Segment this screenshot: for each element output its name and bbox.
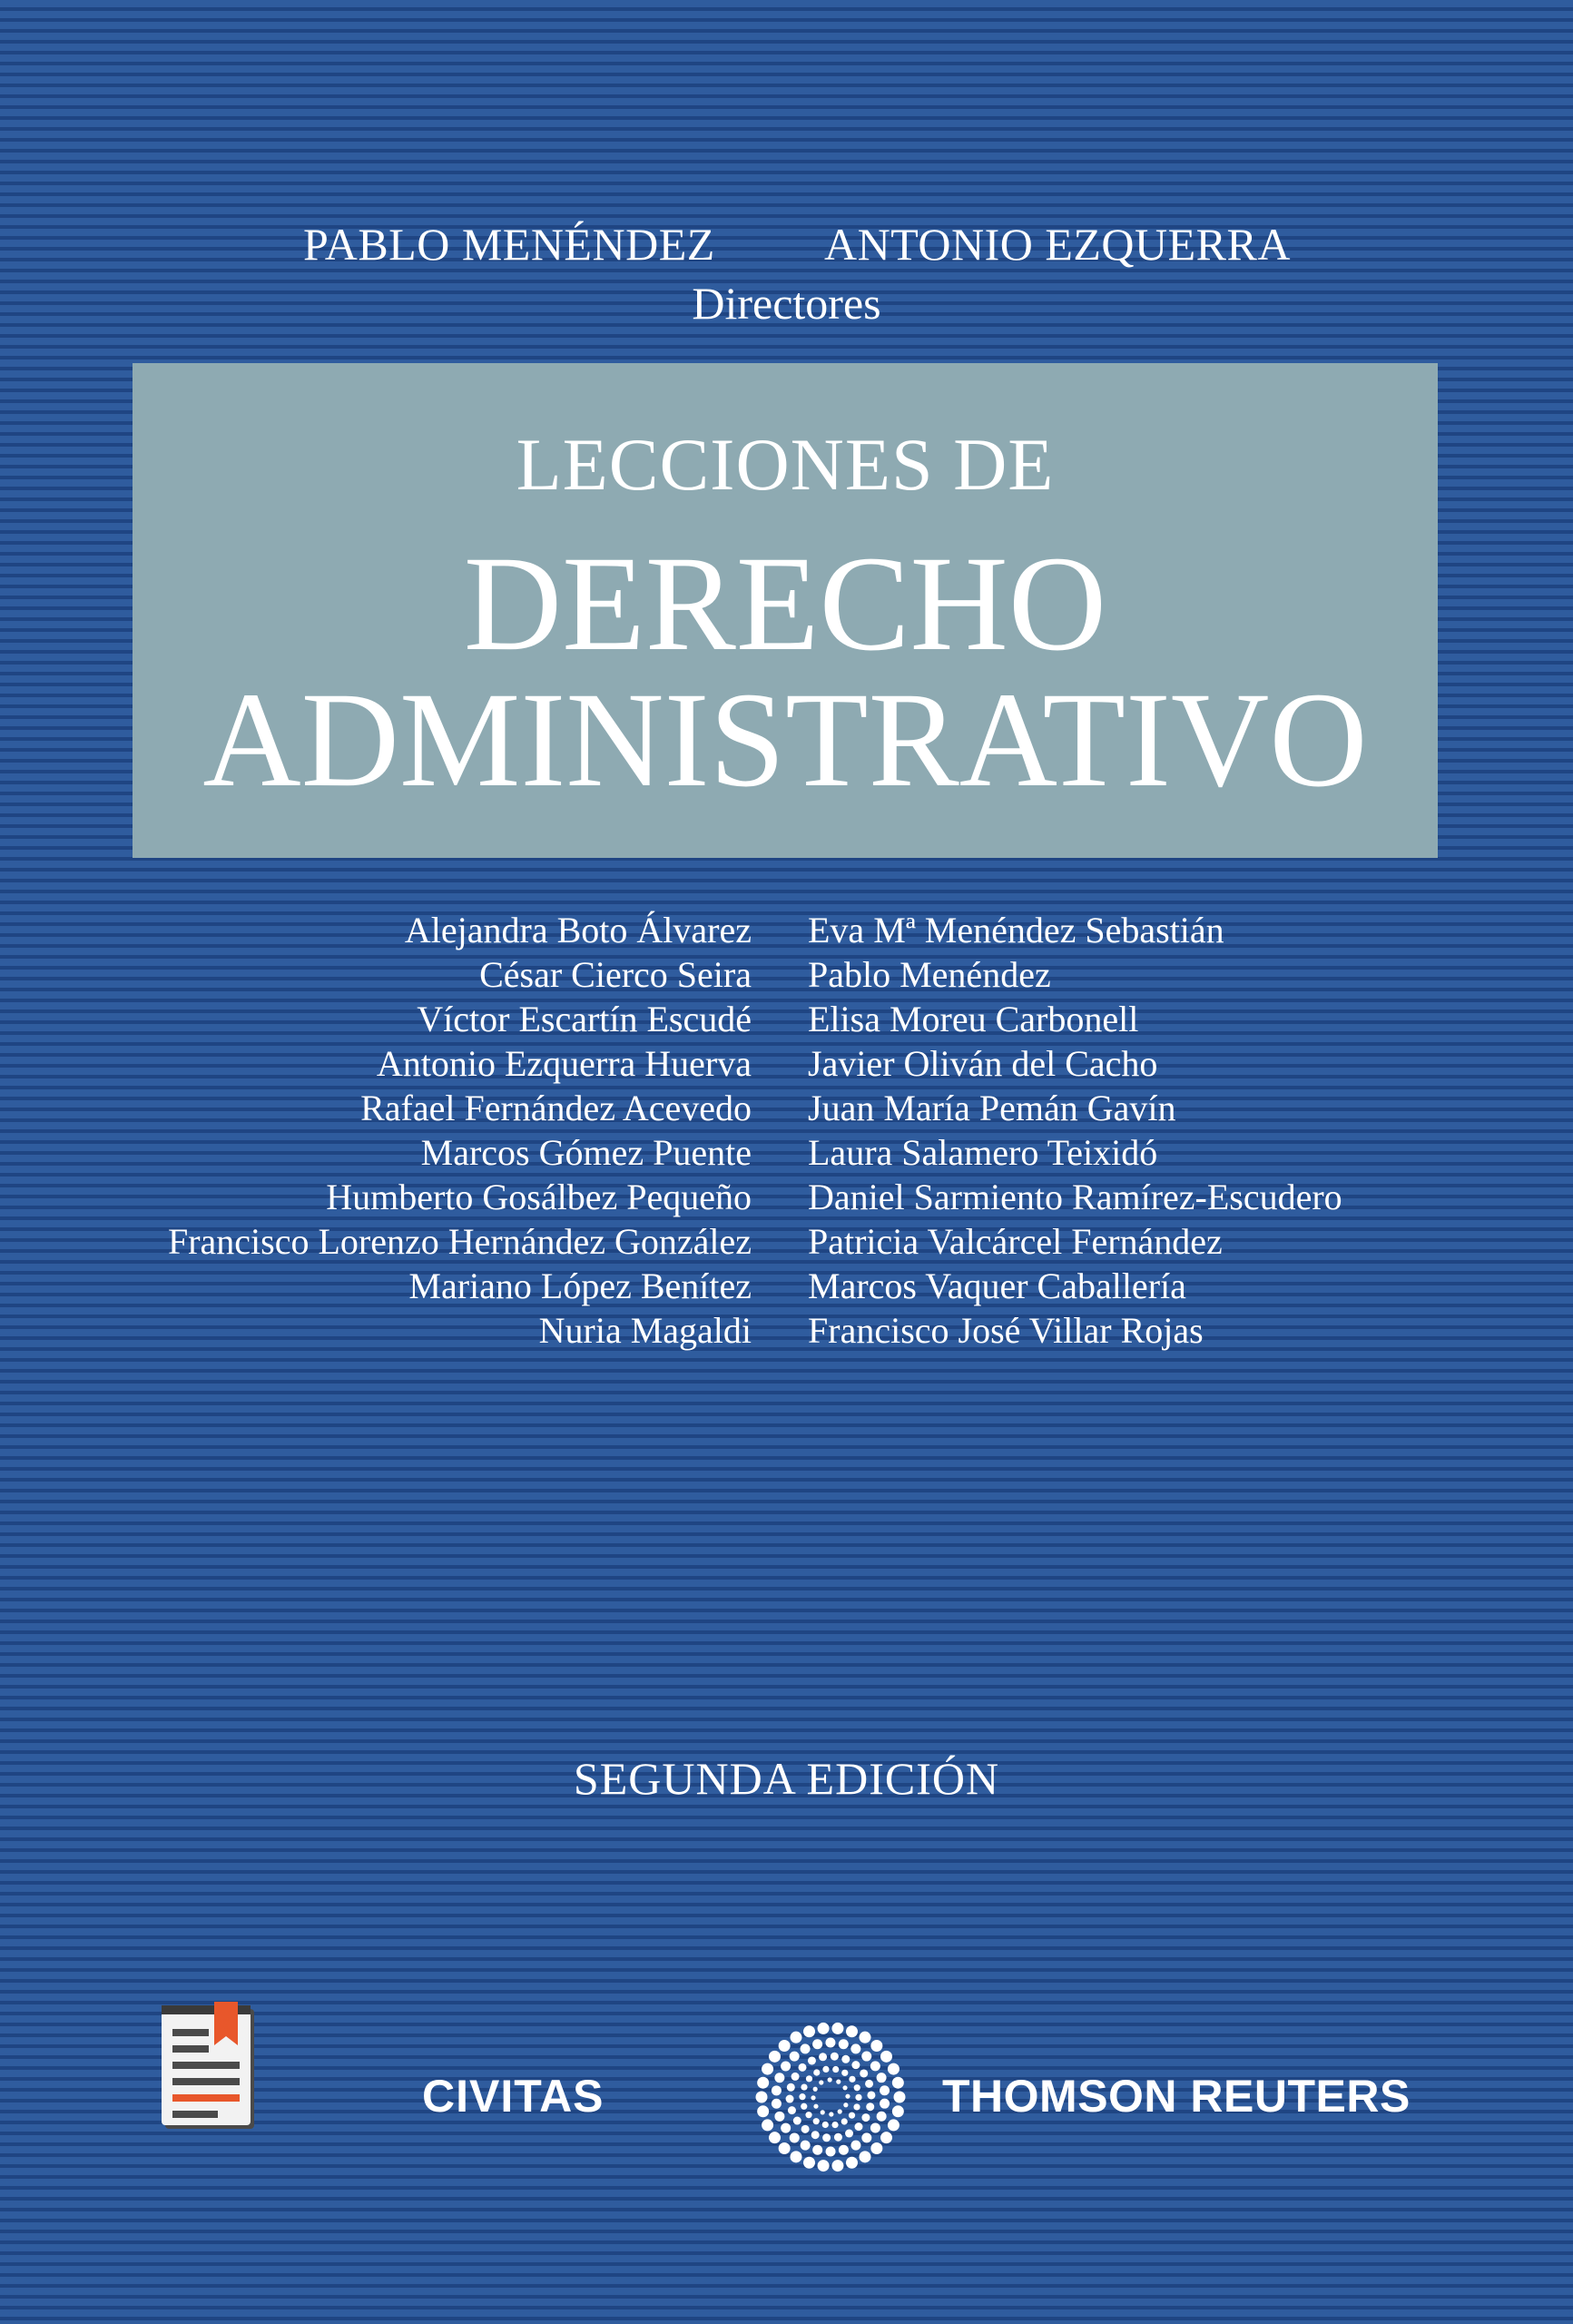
ebook-icon (162, 2002, 258, 2131)
logo-dot (818, 2023, 830, 2034)
logo-dot (836, 2080, 841, 2084)
logo-dot (819, 2053, 827, 2061)
director-name: ANTONIO EZQUERRA (824, 219, 1291, 270)
logo-dot (757, 2105, 769, 2117)
edition-label: SEGUNDA EDICIÓN (573, 1753, 1000, 1804)
directors-label: Directores (692, 278, 881, 329)
logo-dot (849, 2112, 855, 2119)
logo-dot (762, 2063, 773, 2075)
logo-dot (757, 2077, 769, 2089)
logo-dot (774, 2112, 784, 2122)
logo-dot (799, 2063, 807, 2072)
author-name: Mariano López Benítez (408, 1265, 752, 1306)
author-name: Laura Salamero Teixidó (808, 1132, 1158, 1173)
logo-dot (831, 2053, 839, 2061)
author-name: Javier Oliván del Cacho (808, 1043, 1158, 1084)
logo-dot (819, 2080, 823, 2084)
title-box (133, 363, 1438, 858)
author-name: César Cierco Seira (479, 954, 752, 995)
author-name: Alejandra Boto Álvarez (404, 910, 752, 950)
thomson-reuters-brand: THOMSON REUTERS (942, 2071, 1411, 2122)
logo-dot (801, 2083, 807, 2090)
logo-dot (825, 2038, 835, 2048)
logo-dot (790, 2132, 800, 2142)
author-name: Antonio Ezquerra Huerva (376, 1043, 752, 1084)
author-name: Francisco José Villar Rojas (808, 1310, 1204, 1351)
logo-dot (799, 2093, 805, 2100)
author-name: Juan María Pemán Gavín (808, 1088, 1176, 1128)
author-name: Elisa Moreu Carbonell (808, 999, 1139, 1039)
logo-dot (790, 2052, 800, 2062)
logo-dot (756, 2092, 768, 2103)
author-name: Daniel Sarmiento Ramírez-Escudero (808, 1177, 1342, 1217)
logo-dot (870, 2040, 882, 2052)
logo-dot (791, 2073, 800, 2081)
logo-dot (805, 2112, 811, 2118)
author-name: Marcos Vaquer Caballería (808, 1265, 1186, 1306)
logo-dot (870, 2142, 882, 2154)
logo-dot (892, 2105, 904, 2117)
logo-dot (867, 2091, 875, 2099)
logo-dot (850, 2141, 860, 2151)
logo-dot (877, 2073, 887, 2083)
author-name: Pablo Menéndez (808, 954, 1051, 995)
logo-dot (843, 2102, 848, 2107)
logo-dot (860, 2032, 871, 2043)
logo-dot (855, 2094, 861, 2101)
logo-dot (839, 2145, 849, 2155)
logo-dot (812, 2039, 822, 2049)
logo-dot (866, 2102, 874, 2111)
logo-dot (842, 2085, 847, 2090)
logo-dot (839, 2039, 849, 2049)
logo-dot (808, 2056, 816, 2064)
logo-dot (779, 2142, 791, 2154)
logo-dot (822, 2133, 831, 2142)
logo-dot (831, 2160, 843, 2171)
logo-dot (781, 2123, 791, 2133)
logo-dot (841, 2070, 848, 2076)
logo-dot (801, 2141, 811, 2151)
title-line-lecciones: LECCIONES DE (516, 423, 1055, 506)
logo-dot (822, 2066, 829, 2073)
logo-dot (861, 2113, 870, 2122)
logo-dot (801, 2043, 811, 2053)
logo-dot (779, 2040, 791, 2052)
logo-dot (892, 2077, 904, 2089)
director-name: PABLO MENÉNDEZ (303, 219, 715, 270)
logo-dot (888, 2119, 900, 2131)
logo-dot (834, 2133, 842, 2142)
logo-dot (781, 2061, 791, 2071)
logo-dot (877, 2112, 887, 2122)
logo-dot (821, 2110, 825, 2114)
logo-dot (791, 2151, 802, 2162)
logo-dot (786, 2095, 794, 2103)
civitas-brand: CIVITAS (422, 2071, 605, 2122)
logo-dot (801, 2103, 807, 2110)
authors-left-column (168, 908, 752, 1353)
author-name: Patricia Valcárcel Fernández (808, 1221, 1223, 1262)
logo-dot (870, 2123, 880, 2133)
logo-dot (803, 2025, 815, 2037)
logo-dot (838, 2109, 842, 2113)
logo-dot (845, 2094, 850, 2099)
logo-dot (831, 2023, 843, 2034)
logo-dot (813, 2069, 820, 2075)
title-line-administrativo: ADMINISTRATIVO (202, 665, 1368, 815)
logo-dot (861, 2132, 871, 2142)
logo-dot (828, 2077, 832, 2082)
logo-dot (813, 2118, 820, 2124)
author-name: Eva Mª Menéndez Sebastián (808, 910, 1224, 950)
logo-dot (851, 2061, 860, 2069)
logo-dot (841, 2055, 850, 2063)
thomson-reuters-logo-icon (753, 2020, 908, 2174)
author-name: Víctor Escartín Escudé (417, 999, 752, 1039)
logo-dot (894, 2092, 906, 2103)
logo-dot (829, 2112, 833, 2116)
author-name: Marcos Gómez Puente (420, 1132, 752, 1173)
logo-dot (880, 2099, 890, 2109)
logo-dot (860, 2151, 871, 2162)
logo-dot (803, 2157, 815, 2169)
logo-dot (762, 2119, 773, 2131)
logo-dot (788, 2106, 796, 2114)
logo-dot (813, 2104, 818, 2109)
logo-dot (841, 2118, 848, 2124)
logo-dot (774, 2073, 784, 2083)
logo-dot (849, 2076, 855, 2083)
authors-right-column (808, 908, 1342, 1353)
logo-dot (772, 2085, 782, 2095)
logo-dot (793, 2117, 801, 2125)
author-name: Francisco Lorenzo Hernández González (167, 1221, 752, 1262)
logo-dot (801, 2125, 810, 2133)
author-name: Rafael Fernández Acevedo (360, 1088, 752, 1128)
logo-dot (812, 2145, 822, 2155)
logo-dot (888, 2063, 900, 2075)
logo-dot (769, 2132, 781, 2143)
logo-dot (880, 2085, 890, 2095)
logo-dot (806, 2075, 812, 2082)
logo-dot (850, 2043, 860, 2053)
logo-dot (845, 2130, 853, 2138)
logo-dot (880, 2132, 892, 2143)
logo-dot (870, 2061, 880, 2071)
logo-dot (865, 2080, 873, 2088)
directors-line (0, 218, 1573, 281)
logo-dot (854, 2084, 860, 2091)
logo-dot (846, 2157, 858, 2169)
logo-dot (811, 2095, 815, 2100)
logo-dot (811, 2131, 820, 2139)
logo-dot (846, 2025, 858, 2037)
author-name: Humberto Gosálbez Pequeño (326, 1177, 752, 1217)
logo-dot (787, 2083, 795, 2092)
logo-dot (826, 2147, 836, 2157)
logo-dot (822, 2122, 829, 2128)
logo-dot (769, 2051, 781, 2063)
logo-dot (853, 2103, 860, 2110)
logo-dot (860, 2069, 868, 2077)
logo-dot (854, 2122, 862, 2131)
logo-dot (772, 2099, 782, 2109)
logo-dot (813, 2087, 818, 2092)
title-line-derecho: DERECHO (463, 528, 1107, 679)
logo-dot (791, 2032, 802, 2043)
logo-dot (861, 2052, 871, 2062)
logo-dot (818, 2160, 830, 2171)
logo-dot (880, 2051, 892, 2063)
author-name: Nuria Magaldi (538, 1310, 752, 1351)
logo-dot (831, 2122, 838, 2128)
logo-dot (832, 2066, 839, 2073)
